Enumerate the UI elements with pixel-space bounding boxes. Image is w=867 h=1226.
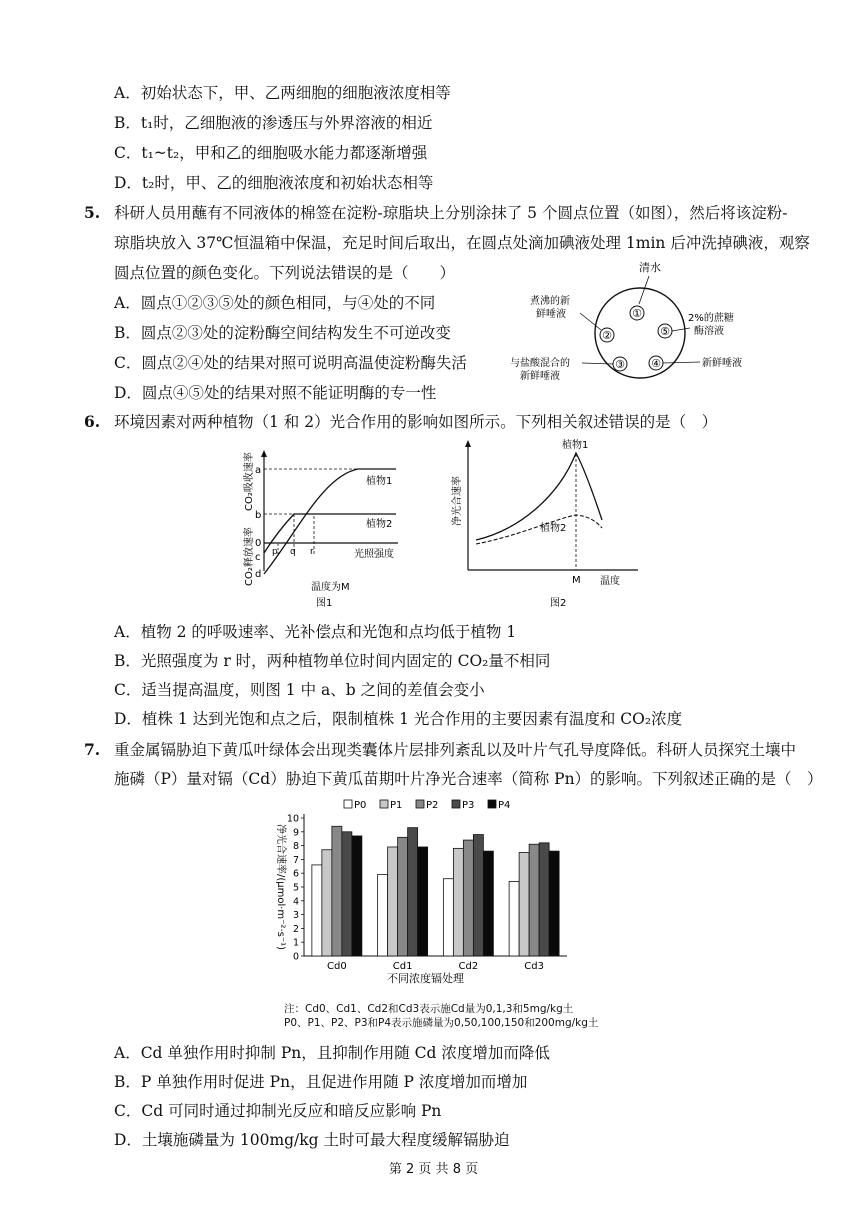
spot-3-label-line-2: 新鲜唾液	[520, 371, 560, 382]
fig1-tick-r: r	[310, 547, 314, 557]
bar-cd2-p0	[443, 879, 453, 956]
bar-cd2-p3	[473, 835, 483, 956]
q6-stem: 环境因素对两种植物（1 和 2）光合作用的影响如图所示。下列相关叙述错误的是（ ）	[114, 413, 718, 431]
spot-4-label: 新鲜唾液	[702, 358, 742, 369]
spot-2-label-line-2: 鲜唾液	[536, 309, 566, 320]
q7-option-b: B．P 单独作用时促进 Pn，且促进作用随 P 浓度增加而增加	[114, 1073, 528, 1091]
bar-cd3-p2	[529, 844, 539, 956]
fig1-plant2-label: 植物2	[366, 519, 393, 530]
y-axis-label: 净光合速率/(μmol·m⁻²·s⁻¹)	[275, 823, 286, 951]
fig1-tick-d: d	[255, 569, 262, 580]
fig1-tick-zero: 0	[255, 538, 262, 549]
q5-starch-agar-figure	[500, 258, 780, 388]
bar-cd1-p2	[398, 837, 408, 956]
spot-1-marker: ①	[632, 307, 642, 320]
spot-5-label-line-2: 酶溶液	[694, 326, 724, 337]
bar-cd2-p1	[453, 848, 463, 956]
bar-cd1-p1	[388, 847, 398, 956]
fig1-xlabel: 光照强度	[354, 549, 394, 560]
q7-note-line-1: 注：Cd0、Cd1、Cd2和Cd3表示施Cd量为0,1,3和5mg/kg土	[284, 1003, 574, 1015]
q4-option-c: C．t₁~t₂，甲和乙的细胞吸水能力都逐渐增强	[114, 144, 428, 162]
q6-figure-2	[448, 438, 648, 610]
spot-2-marker: ②	[602, 329, 612, 342]
legend-label-p1: P1	[390, 800, 403, 811]
q7-option-c: C．Cd 可同时通过抑制光反应和暗反应影响 Pn	[114, 1102, 442, 1120]
q5-option-a: A．圆点①②③⑤处的颜色相同，与④处的不同	[114, 294, 436, 312]
spot-5-label-line-1: 2%的蔗糖	[688, 313, 734, 324]
bar-cd2-p4	[483, 851, 493, 956]
bar-cd1-p0	[378, 875, 388, 956]
bar-cd1-p3	[408, 828, 418, 956]
y-tick-label-10: 10	[286, 813, 299, 825]
spot-3-label-line-1: 与盐酸混合的	[510, 358, 570, 369]
legend-swatch-p4	[488, 800, 496, 808]
q7-option-d: D．土壤施磷量为 100mg/kg 土时可最大程度缓解镉胁迫	[114, 1131, 510, 1149]
spot-2-label-line-1: 煮沸的新	[530, 296, 570, 307]
q5-stem-line-2: 琼脂块放入 37℃恒温箱中保温，充足时间后取出，在圆点处滴加碘液处理 1min 后冲洗掉碘液，观察	[114, 234, 810, 252]
bar-cd0-p4	[352, 836, 362, 956]
q4-option-a: A．初始状态下，甲、乙两细胞的细胞液浓度相等	[114, 84, 451, 102]
q6-option-c: C．适当提高温度，则图 1 中 a、b 之间的差值会变小	[114, 681, 485, 699]
fig1-tick-c: c	[255, 552, 261, 563]
q7-note-line-2: P0、P1、P2、P3和P4表示施磷量为0,50,100,150和200mg/kg土	[284, 1017, 599, 1029]
legend-swatch-p1	[380, 800, 388, 808]
legend-swatch-p0	[344, 800, 352, 808]
fig1-caption-condition: 温度为M	[311, 582, 350, 593]
fig1-ylabel-top: CO₂吸收速率	[244, 452, 255, 511]
q5-option-b: B．圆点②③处的淀粉酶空间结构发生不可逆改变	[114, 324, 451, 342]
q7-number: 7.	[84, 740, 101, 759]
legend-label-p0: P0	[354, 800, 367, 811]
q6-option-a: A．植物 2 的呼吸速率、光补偿点和光饱和点均低于植物 1	[114, 623, 517, 641]
y-tick-label-7: 7	[292, 854, 299, 866]
x-tick-label-cd3: Cd3	[524, 961, 544, 972]
bar-cd3-p1	[519, 853, 529, 957]
y-tick-label-1: 1	[292, 937, 299, 949]
fig1-caption: 图1	[316, 598, 333, 609]
q7-stem-line-2: 施磷（P）量对镉（Cd）胁迫下黄瓜苗期叶片净光合速率（简称 Pn）的影响。下列叙述正确的是（ ）	[114, 770, 823, 788]
fig2-tick-m: M	[572, 575, 581, 586]
bar-cd0-p3	[342, 832, 352, 956]
fig2-ylabel: 净光合速率	[452, 476, 463, 526]
q5-option-c: C．圆点②④处的结果对照可说明高温使淀粉酶失活	[114, 354, 467, 372]
bar-cd1-p4	[418, 847, 428, 956]
fig2-caption: 图2	[550, 598, 567, 609]
q5-stem-line-3: 圆点位置的颜色变化。下列说法错误的是（ ）	[114, 264, 456, 282]
fig1-tick-q: q	[290, 547, 296, 557]
legend-swatch-p3	[452, 800, 460, 808]
q7-bar-chart	[262, 796, 602, 1016]
fig1-tick-b: b	[255, 510, 262, 521]
q6-figure-1	[238, 446, 418, 611]
bar-cd0-p0	[312, 865, 322, 956]
q4-option-d: D．t₂时，甲、乙的细胞液浓度和初始状态相等	[114, 174, 434, 192]
bar-cd0-p2	[332, 826, 342, 956]
q4-option-b: B．t₁时，乙细胞液的渗透压与外界溶液的相近	[114, 114, 433, 132]
y-tick-label-5: 5	[292, 882, 299, 894]
bar-cd0-p1	[322, 850, 332, 956]
q5-stem-line-1: 科研人员用蘸有不同液体的棉签在淀粉-琼脂块上分别涂抹了 5 个圆点位置（如图），然后将该淀粉-	[114, 204, 788, 222]
legend-label-p4: P4	[498, 800, 511, 811]
y-tick-label-0: 0	[292, 951, 299, 963]
spot-3-marker: ③	[615, 358, 625, 371]
fig1-ylabel-bottom: CO₂释放速率	[244, 527, 255, 586]
fig2-plant2-label: 植物2	[540, 523, 567, 534]
y-tick-label-3: 3	[292, 910, 299, 922]
y-tick-label-4: 4	[292, 896, 299, 908]
bar-cd3-p4	[549, 851, 559, 956]
q5-option-d: D．圆点④⑤处的结果对照不能证明酶的专一性	[114, 384, 437, 402]
x-tick-label-cd1: Cd1	[392, 961, 413, 972]
fig1-plant1-label: 植物1	[366, 476, 393, 487]
q5-number: 5.	[84, 203, 101, 222]
legend-label-p2: P2	[426, 800, 439, 811]
y-tick-label-2: 2	[292, 923, 299, 935]
fig2-plant1-label: 植物1	[562, 440, 589, 451]
bar-cd2-p2	[463, 840, 473, 956]
bar-cd3-p0	[509, 881, 519, 956]
fig2-xlabel: 温度	[600, 576, 620, 587]
legend-label-p3: P3	[462, 800, 475, 811]
x-axis-label: 不同浓度镉处理	[387, 972, 464, 985]
page-footer: 第 2 页 共 8 页	[388, 1162, 479, 1177]
fig1-tick-p: p	[272, 547, 278, 557]
fig2-plant2-curve	[476, 515, 602, 544]
q6-option-d: D．植株 1 达到光饱和点之后，限制植株 1 光合作用的主要因素有温度和 CO₂浓度	[114, 710, 683, 728]
y-tick-label-9: 9	[292, 827, 299, 839]
spot-1-label: 清水	[639, 261, 661, 274]
q7-stem-line-1: 重金属镉胁迫下黄瓜叶绿体会出现类囊体片层排列紊乱以及叶片气孔导度降低。科研人员探究土壤中	[114, 741, 797, 759]
spot-5-marker: ⑤	[660, 325, 670, 338]
fig2-plant1-curve	[476, 453, 602, 540]
x-tick-label-cd0: Cd0	[327, 961, 347, 972]
q6-option-b: B．光照强度为 r 时，两种植物单位时间内固定的 CO₂量不相同	[114, 652, 551, 670]
y-tick-label-8: 8	[292, 841, 299, 853]
y-tick-label-6: 6	[292, 868, 299, 880]
legend-swatch-p2	[416, 800, 424, 808]
q7-option-a: A．Cd 单独作用时抑制 Pn，且抑制作用随 Cd 浓度增加而降低	[114, 1044, 550, 1062]
bar-cd3-p3	[539, 843, 549, 956]
spot-4-marker: ④	[651, 357, 661, 370]
x-tick-label-cd2: Cd2	[458, 961, 479, 972]
fig1-tick-a: a	[255, 465, 262, 476]
q6-number: 6.	[84, 412, 101, 431]
